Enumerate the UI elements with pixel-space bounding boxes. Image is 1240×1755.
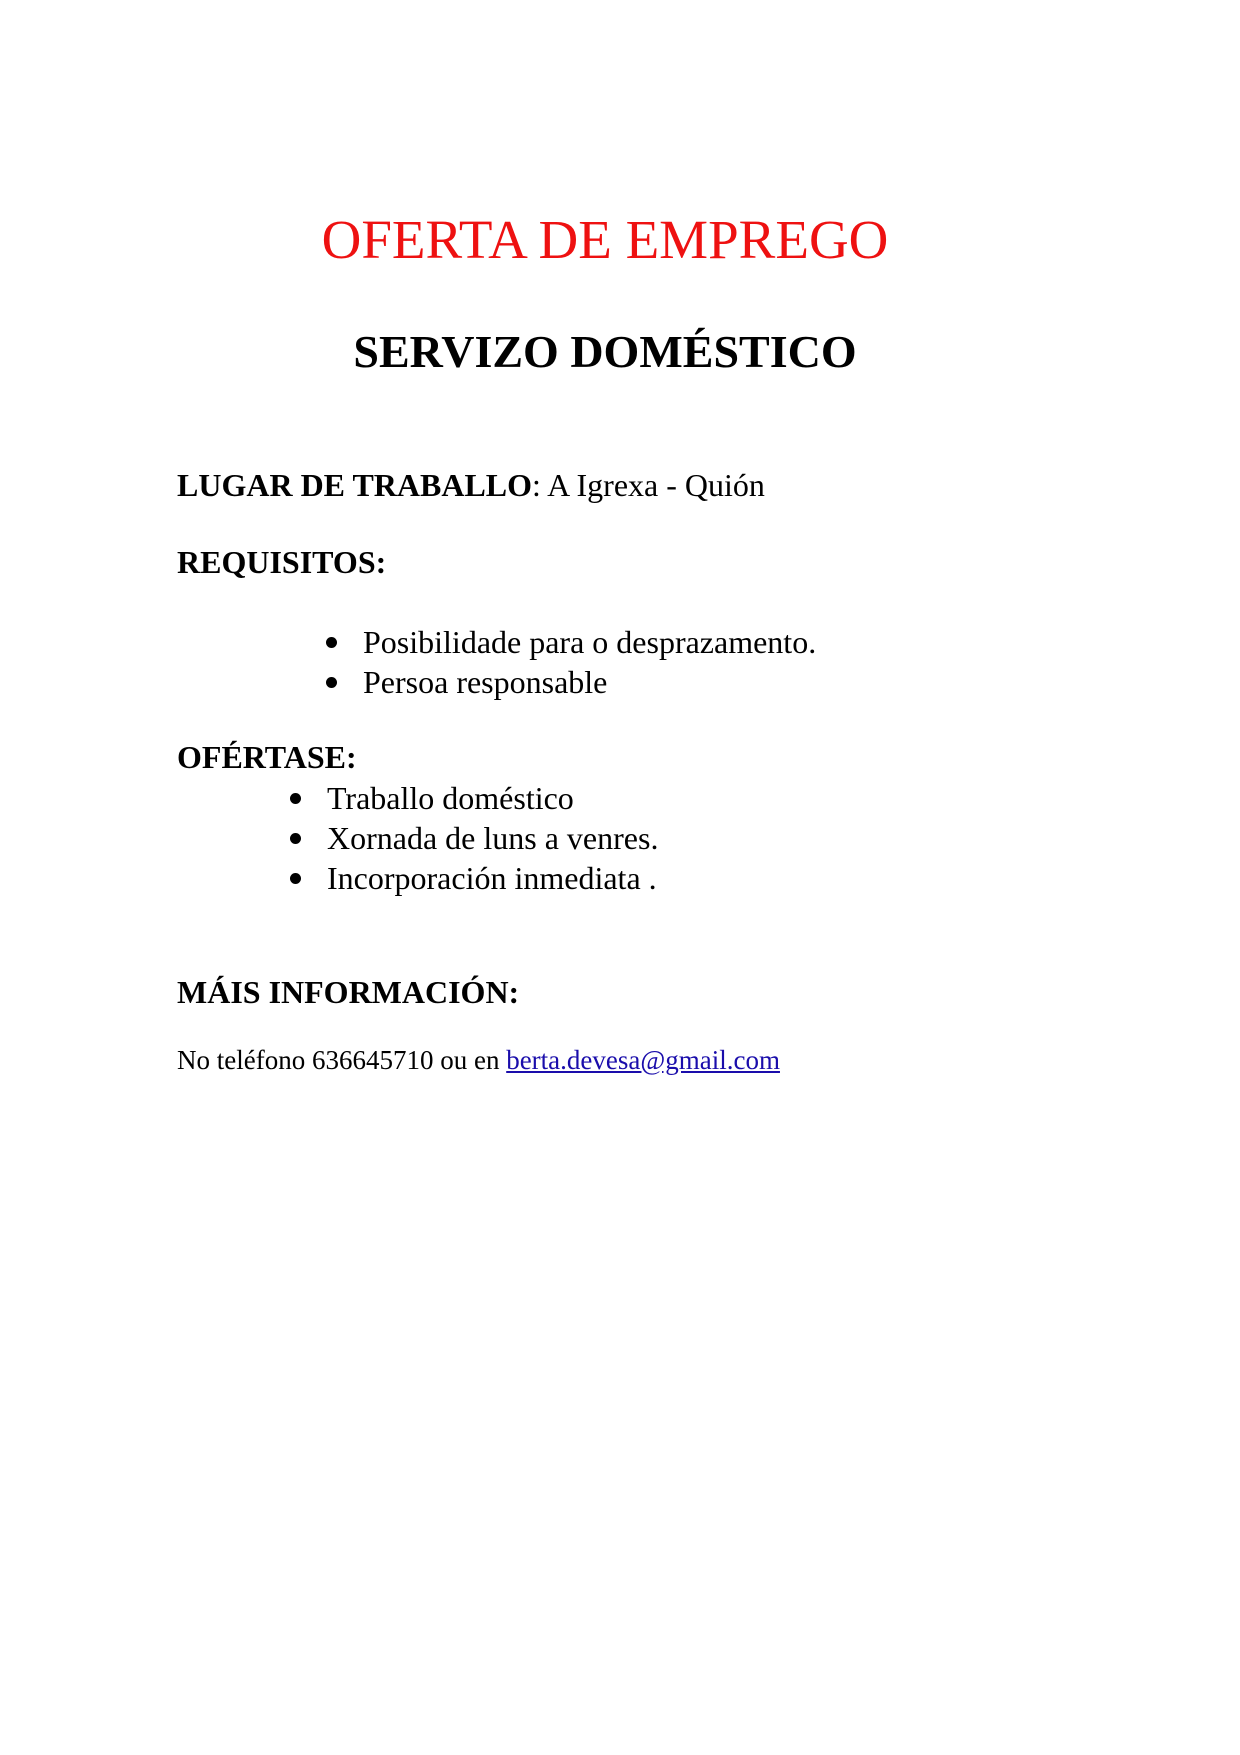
more-info-heading: MÁIS INFORMACIÓN: — [177, 974, 520, 1010]
workplace-separator: : — [532, 467, 548, 503]
list-item — [290, 778, 658, 818]
list-item — [326, 662, 816, 702]
list-item-text: Incorporación inmediata . — [327, 860, 657, 896]
list-item — [290, 858, 658, 898]
list-item-text: Posibilidade para o desprazamento. — [363, 624, 817, 660]
offer-heading: OFÉRTASE: — [177, 739, 357, 775]
bullet-icon — [326, 637, 337, 648]
page-subtitle: SERVIZO DOMÉSTICO — [353, 326, 857, 377]
workplace-line — [177, 465, 765, 505]
workplace-value: A Igrexa - Quión — [547, 467, 765, 503]
contact-line — [177, 1043, 780, 1077]
list-item — [326, 622, 816, 662]
offer-list — [290, 778, 658, 898]
list-item — [290, 818, 658, 858]
bullet-icon — [290, 793, 301, 804]
list-item-text: Traballo doméstico — [327, 780, 574, 816]
requirements-list — [326, 622, 816, 702]
email-link[interactable]: berta.devesa@gmail.com — [506, 1045, 780, 1075]
bullet-icon — [290, 873, 301, 884]
page-title: OFERTA DE EMPREGO — [321, 209, 889, 270]
list-item-text: Persoa responsable — [363, 664, 608, 700]
workplace-label: LUGAR DE TRABALLO — [177, 467, 533, 503]
contact-text: No teléfono 636645710 ou en — [177, 1045, 507, 1075]
requirements-heading: REQUISITOS: — [177, 544, 387, 580]
bullet-icon — [290, 833, 301, 844]
bullet-icon — [326, 677, 337, 688]
list-item-text: Xornada de luns a venres. — [327, 820, 659, 856]
